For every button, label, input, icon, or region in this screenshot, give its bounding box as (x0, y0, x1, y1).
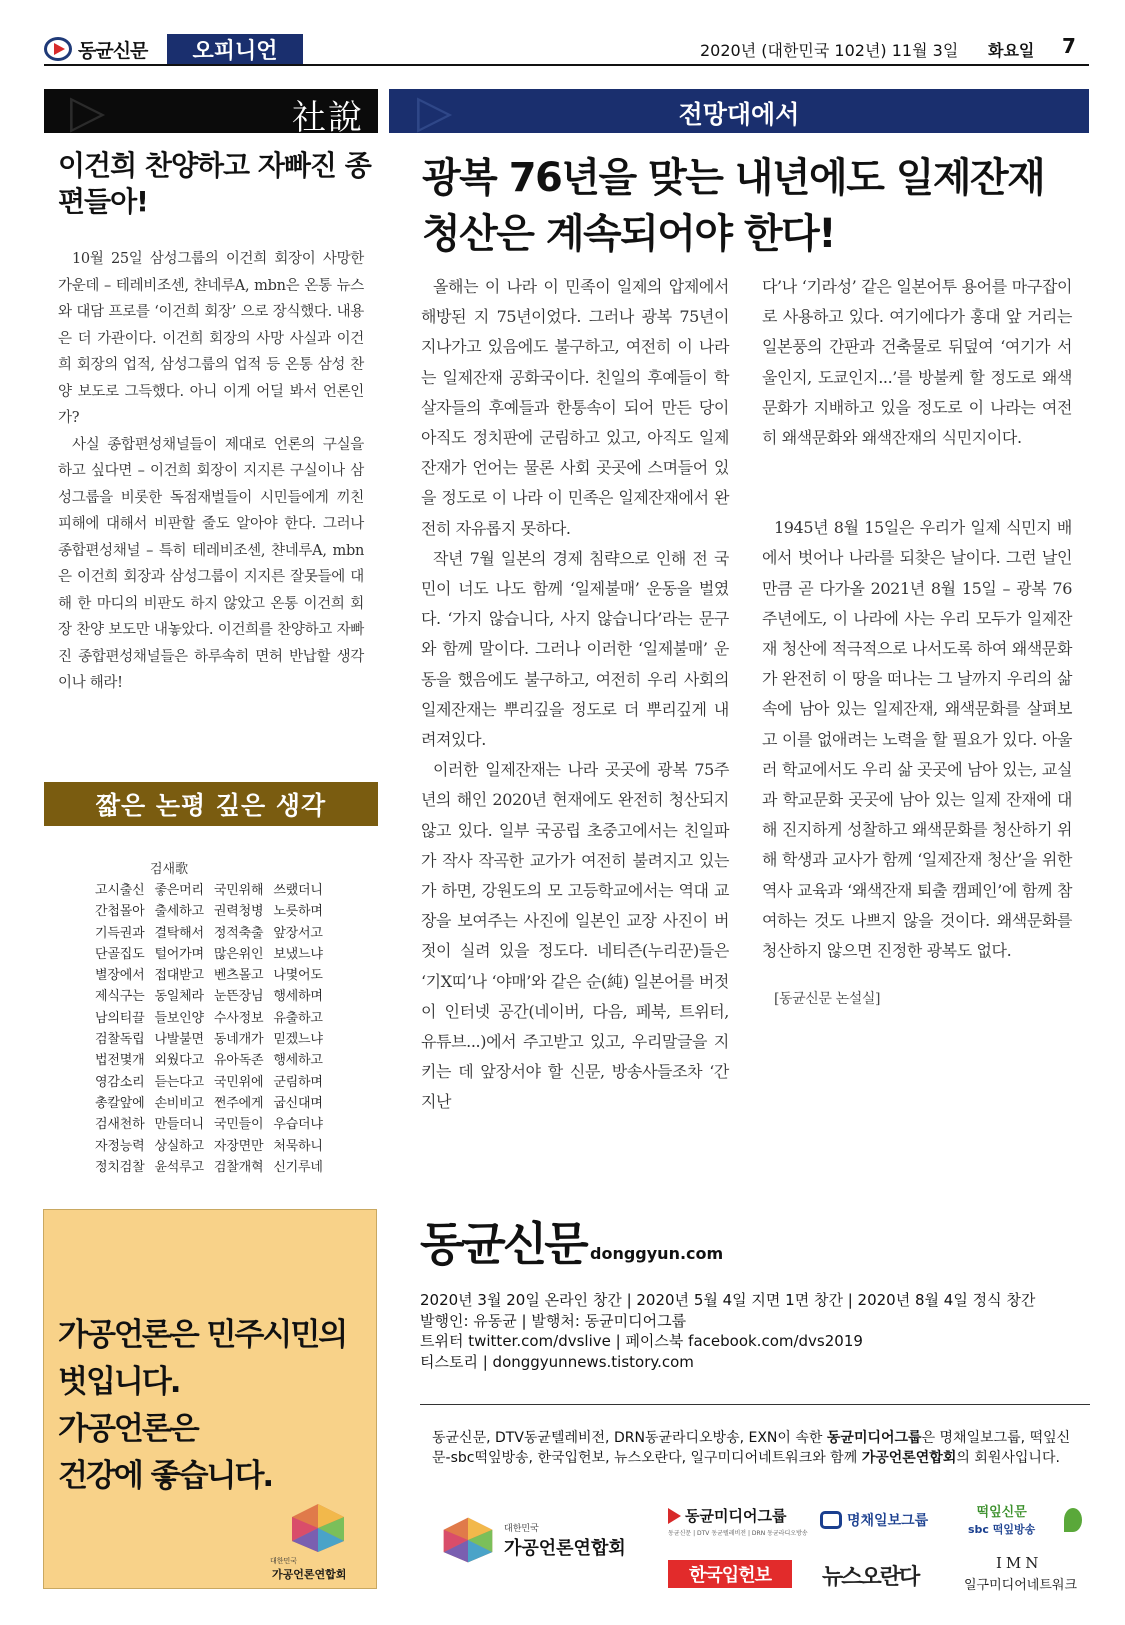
newspaper-logo-icon (44, 37, 72, 61)
poem-word: 동일체라 (154, 989, 204, 1005)
poem-word: 유출하고 (273, 1010, 323, 1026)
poem-word: 쩐주에게 (213, 1095, 264, 1111)
issue-day: 화요일 (988, 41, 1035, 60)
ad-line: 가공언론은 (58, 1411, 198, 1447)
play-arrow-icon (668, 1508, 681, 1524)
editorial-paragraph: 10월 25일 삼성그룹의 이건희 회장이 사망한 가운데 – 테레비조센, 챤네루A, mbn은 온통 뉴스와 대담 프로를 ‘이건희 회장’ 으로 장식했다. 내용은 더 가관이다. 이건희 회장의 사망 사실과 이건희 회장의 업적, 삼성그룹의 업적 등 온통 삼성 찬양 보도로 그득했다. 아니 이게 어딜 봐서 언론인가? (58, 251, 364, 426)
partner-mc (820, 1510, 928, 1530)
member-text: 은 명채일보그룹, 떡잎신문-sbc떡잎방송, 한국입헌보, 뉴스오란다, 일구미디어네트워크와 함께 (432, 1430, 1071, 1466)
editorial-body (58, 246, 364, 697)
leaf-icon (1064, 1508, 1082, 1532)
masthead-domain[interactable]: donggyun.com (590, 1244, 724, 1263)
partner-nl: 뉴스오란다 (822, 1565, 919, 1590)
poem-line (95, 1157, 355, 1178)
poem-word: 행세하고 (273, 1053, 323, 1069)
column-paragraph: 올해는 이 나라 이 민족이 일제의 압제에서 해방된 지 75년이었다. 그러나 광복 75년이 지나가고 있음에도 불구하고, 여전히 이 나라는 일제잔재 공화국이다. 친일의 후예들이 학살자들의 후예들과 한통속이 되어 만든 당이 아직도 정치판에 군림하고 있고, 아직도 일제 잔재가 언어는 물론 사회 곳곳에 스며들어 있을 정도로 이 나라 이 민족은 일제잔재에서 완전히 자유롭지 못하다. (421, 277, 729, 538)
poem-word: 쓰랬더니 (273, 883, 323, 898)
ad-logo-small: 대한민국 (270, 1557, 298, 1565)
poem-word: 많은위인 (213, 946, 264, 962)
masthead-info-line[interactable]: 티스토리 | donggyunnews.tistory.com (420, 1352, 694, 1371)
poem-word: 좋은머리 (154, 883, 204, 898)
column-paragraph: 작년 7월 일본의 경제 침략으로 인해 전 국민이 너도 나도 함께 ‘일제불매’ 운동을 벌였다. ‘가지 않습니다, 사지 않습니다’라는 문구와 함께 말이다. 그러나 이러한 ‘일제불매’ 운동을 했음에도 불구하고, 여전히 우리 사회의 일제잔재는 뿌리깊을 정도로 더 뿌리깊게 내려져있다. (421, 548, 729, 750)
poem-word: 자정능력 (95, 1138, 145, 1154)
poem-line (95, 1072, 355, 1093)
issue-date: 2020년 (대한민국 102년) 11월 3일 (700, 41, 959, 60)
hexagon-logo-icon (440, 1515, 496, 1565)
member-text: 동균신문, DTV동균텔레비전, DRN동균라디오방송, EXN이 속한 (432, 1430, 827, 1446)
poem-word: 남의티끌 (95, 1010, 145, 1026)
poem-word: 국민위해 (213, 883, 264, 898)
play-arrow-icon: ▷ (70, 89, 106, 133)
ad-line: 벗입니다. (58, 1364, 180, 1400)
hexagon-logo-icon (288, 1502, 348, 1554)
poem-body (95, 880, 355, 1178)
membership-notice (432, 1428, 1082, 1468)
poem-word: 기득권과 (95, 925, 145, 941)
header-rule (44, 64, 1089, 66)
poem-word: 듣는다고 (154, 1074, 204, 1090)
poem-word: 굽신대며 (273, 1095, 323, 1111)
ad-logo-name: 가공언론연합회 (272, 1568, 347, 1581)
section-label: 오피니언 (167, 34, 303, 64)
poem-word: 법전몇개 (95, 1053, 145, 1069)
partner-imn-name: 일구미디어네트워크 (964, 1578, 1078, 1593)
column-paragraph: 이러한 일제잔재는 나라 곳곳에 광복 75주년의 해인 2020년 현재에도 완전히 청산되지 않고 있다. 일부 국공립 초중고에서는 친일파가 작사 작곡한 교가가 여전히 불려지고 있는가 하면, 강원도의 모 고등학교에서는 역대 교장을 보여주는 사진에 일본인 교장 사진이 버젓이 실려 있을 정도다. 네티즌(누리꾼)들은 ‘기X띠’나 ‘야매’와 같은 순(純) 일본어를 버젓이 인터넷 공간(네이버, 다음, 페북, 트위터, 유튜브...)에서 주고받고 있고, 우리말글을 지키는 데 앞장서야 할 신문, 방송사들조차 ‘간지난 (421, 760, 729, 1112)
partner-hk: 한국입헌보 (668, 1560, 792, 1588)
partner-tl-top: 떡잎신문 (976, 1505, 1027, 1520)
poem-line (95, 880, 355, 901)
short-commentary-banner: 짧은 논평 깊은 생각 (44, 782, 378, 826)
poem-word: 검찰독립 (95, 1032, 145, 1048)
poem-word: 간첩몰아 (95, 904, 145, 920)
poem-word: 들보인양 (154, 1010, 204, 1026)
poem-word: 우습더냐 (273, 1117, 323, 1133)
column-label: 전망대에서 (678, 100, 800, 129)
poem-line (95, 901, 355, 922)
partner-dg-name: 동균미디어그룹 (685, 1507, 787, 1525)
poem-word: 눈뜬장님 (213, 989, 264, 1005)
poem-word: 영감소리 (95, 1074, 145, 1090)
poem-word: 앞장서고 (273, 925, 323, 941)
editorial-banner (44, 89, 378, 133)
partner-assoc-logo (440, 1515, 626, 1565)
masthead-info-line[interactable]: 트위터 twitter.com/dvslive | 페이스북 facebook.com/dvs2019 (420, 1332, 863, 1350)
partner-dg-media (668, 1505, 786, 1526)
newspaper-logo[interactable] (44, 36, 147, 62)
editorial-title: 이건희 찬양하고 자빠진 종편들아! (58, 149, 371, 218)
poem-word: 검찰개혁 (213, 1159, 264, 1175)
poem-word: 정적축출 (213, 925, 264, 941)
poem-word: 권력청병 (213, 904, 264, 920)
ad-line: 건강에 좋습니다. (58, 1458, 273, 1494)
poem-line (95, 944, 355, 965)
poem-word: 유아독존 (213, 1053, 264, 1069)
member-assoc: 가공언론연합회 (861, 1450, 957, 1466)
column-paragraph: 다’나 ‘기라성’ 같은 일본어투 용어를 마구잡이로 사용하고 있다. 여기에다가 홍대 앞 거리는 일본풍의 간판과 건축물로 뒤덮여 ‘여기가 서울인지, 도쿄인지...’를 방불케 할 정도로 왜색문화가 지배하고 있을 정도로 이 나라는 여전히 왜색문화와 왜색잔재의 식민지이다. (762, 277, 1072, 448)
poem-word: 믿겠느냐 (273, 1032, 323, 1048)
partner-assoc-name: 가공언론연합회 (504, 1537, 626, 1559)
poem-word: 별장에서 (95, 968, 145, 984)
poem-word: 행세하며 (273, 989, 323, 1005)
poem-line (95, 986, 355, 1007)
poem-line (95, 1093, 355, 1114)
poem-word: 벤츠몰고 (213, 968, 264, 984)
partner-dg-sub: 동균신문 | DTV 동균텔레비전 | DRN 동균라디오방송 (668, 1530, 808, 1537)
poem-line (95, 1136, 355, 1157)
column-title: 광복 76년을 맞는 내년에도 일제잔재 청산은 계속되어야 한다! (422, 155, 1045, 257)
poem-word: 국민들이 (213, 1117, 264, 1133)
newspaper-logo-text: 동균신문 (78, 39, 148, 62)
poem-word: 노릇하며 (273, 904, 323, 920)
poem-word: 국민위에 (213, 1074, 264, 1090)
poem-line (95, 1008, 355, 1029)
play-arrow-icon: ▷ (417, 89, 453, 133)
poem-word: 털어가며 (154, 946, 204, 962)
poem-word: 검새천하 (95, 1117, 145, 1133)
poem-word: 손비비고 (154, 1095, 204, 1111)
column-signature: [동균신문 논설실] (774, 991, 881, 1008)
poem-word: 처묵하니 (273, 1138, 323, 1154)
editorial-paragraph: 사실 종합편성채널들이 제대로 언론의 구실을 하고 싶다면 – 이건희 회장이 지지른 구실이나 삼성그룹을 비롯한 독점재벌들이 시민들에게 끼친 피해에 대해서 비판할 줄도 알아야 한다. 그러나 종합편성채널 – 특히 테레비조센, 챤네루A, mbn은 이건희 회장과 삼성그룹이 지지른 잘못들에 대해 한 마디의 비판도 하지 않았고 온통 이건희 회장 찬양 보도만 내놓았다. 이건희를 찬양하고 자빠진 종합편성채널들은 하루속히 면허 반납할 생각이나 해라! (58, 436, 364, 691)
poem-title: 검새歌 (150, 862, 189, 877)
poem-word: 수사정보 (213, 1010, 264, 1026)
paragraph-gap (762, 453, 1072, 513)
poem-word: 나몇어도 (273, 968, 323, 984)
poem-word: 제식구는 (95, 989, 145, 1005)
poem-line (95, 965, 355, 986)
poem-word: 출세하고 (154, 904, 204, 920)
masthead-info-line: 발행인: 유동균 | 발행처: 동균미디어그룹 (420, 1311, 687, 1330)
partner-tl (968, 1504, 1035, 1538)
poem-word: 보냈느냐 (273, 946, 323, 962)
page-number: 7 (1062, 34, 1076, 58)
poem-word: 군림하며 (273, 1074, 323, 1090)
poem-word: 총칼앞에 (95, 1095, 145, 1111)
poem-word: 자장면만 (213, 1138, 264, 1154)
partner-mc-name: 명채일보그룹 (847, 1513, 929, 1529)
column-banner (389, 89, 1089, 133)
partner-imn-mark: IMN (996, 1554, 1043, 1572)
poem-word: 상실하고 (154, 1138, 204, 1154)
poem-word: 단골집도 (95, 946, 145, 962)
poem-line (95, 1029, 355, 1050)
column-text-col2 (762, 272, 1072, 1014)
member-text: 의 회원사입니다. (956, 1450, 1060, 1466)
masthead-logo: 동균신문 (420, 1217, 586, 1271)
masthead-rule (420, 1404, 1090, 1405)
poem-word: 접대받고 (154, 968, 204, 984)
ad-line: 가공언론은 민주시민의 (58, 1317, 347, 1353)
member-group: 동균미디어그룹 (826, 1430, 922, 1446)
poem-word: 신기루네 (273, 1159, 323, 1175)
poem-word: 동네개가 (213, 1032, 264, 1048)
poem-word: 윤석루고 (154, 1159, 204, 1175)
poem-line (95, 923, 355, 944)
partner-tl-bottom: sbc 떡잎방송 (968, 1523, 1036, 1536)
editorial-label: 社說 (292, 98, 364, 133)
poem-word: 정치검찰 (95, 1159, 145, 1175)
column-text-col1 (421, 272, 729, 1118)
poem-line (95, 1050, 355, 1071)
column-paragraph: 1945년 8월 15일은 우리가 일제 식민지 배에서 벗어나 나라를 되찾은 날이다. 그런 날인 만큼 곧 다가올 2021년 8월 15일 – 광복 76주년에도, 이 나라에 사는 우리 모두가 일제잔재 청산에 적극적으로 나서도록 하여 왜색문화가 완전히 이 땅을 떠나는 그 날까지 우리의 삶 속에 남아 있는 일제잔재, 왜색문화를 살펴보고 이를 없애려는 노력을 할 필요가 있다. 아울러 학교에서도 우리 삶 곳곳에 남아 있는, 교실과 학교문화 곳곳에 남아 있는 일제 잔재에 대해 진지하게 성찰하고 왜색문화를 청산하기 위해 학생과 교사가 함께 ‘일제잔재 청산’을 위한 역사 교육과 ‘왜색잔재 퇴출 캠페인’에 함께 참여하는 것도 나쁘지 않을 것이다. 왜색문화를 청산하지 않으면 진정한 광복도 없다. (762, 518, 1072, 961)
ad-text (58, 1312, 368, 1500)
poem-word: 나발불면 (154, 1032, 204, 1048)
poem-word: 만들더니 (154, 1117, 204, 1133)
ring-logo-icon (820, 1511, 842, 1529)
poem-word: 결탁해서 (154, 925, 204, 941)
masthead-info (420, 1290, 1090, 1372)
poem-word: 외웠다고 (154, 1053, 204, 1069)
poem-word: 고시출신 (95, 883, 145, 898)
poem-line (95, 1114, 355, 1135)
partner-assoc-small: 대한민국 (504, 1523, 539, 1534)
masthead-info-line: 2020년 3월 20일 온라인 창간 | 2020년 5월 4일 지면 1면 창간 | 2020년 8월 4일 정식 창간 (420, 1291, 1036, 1309)
